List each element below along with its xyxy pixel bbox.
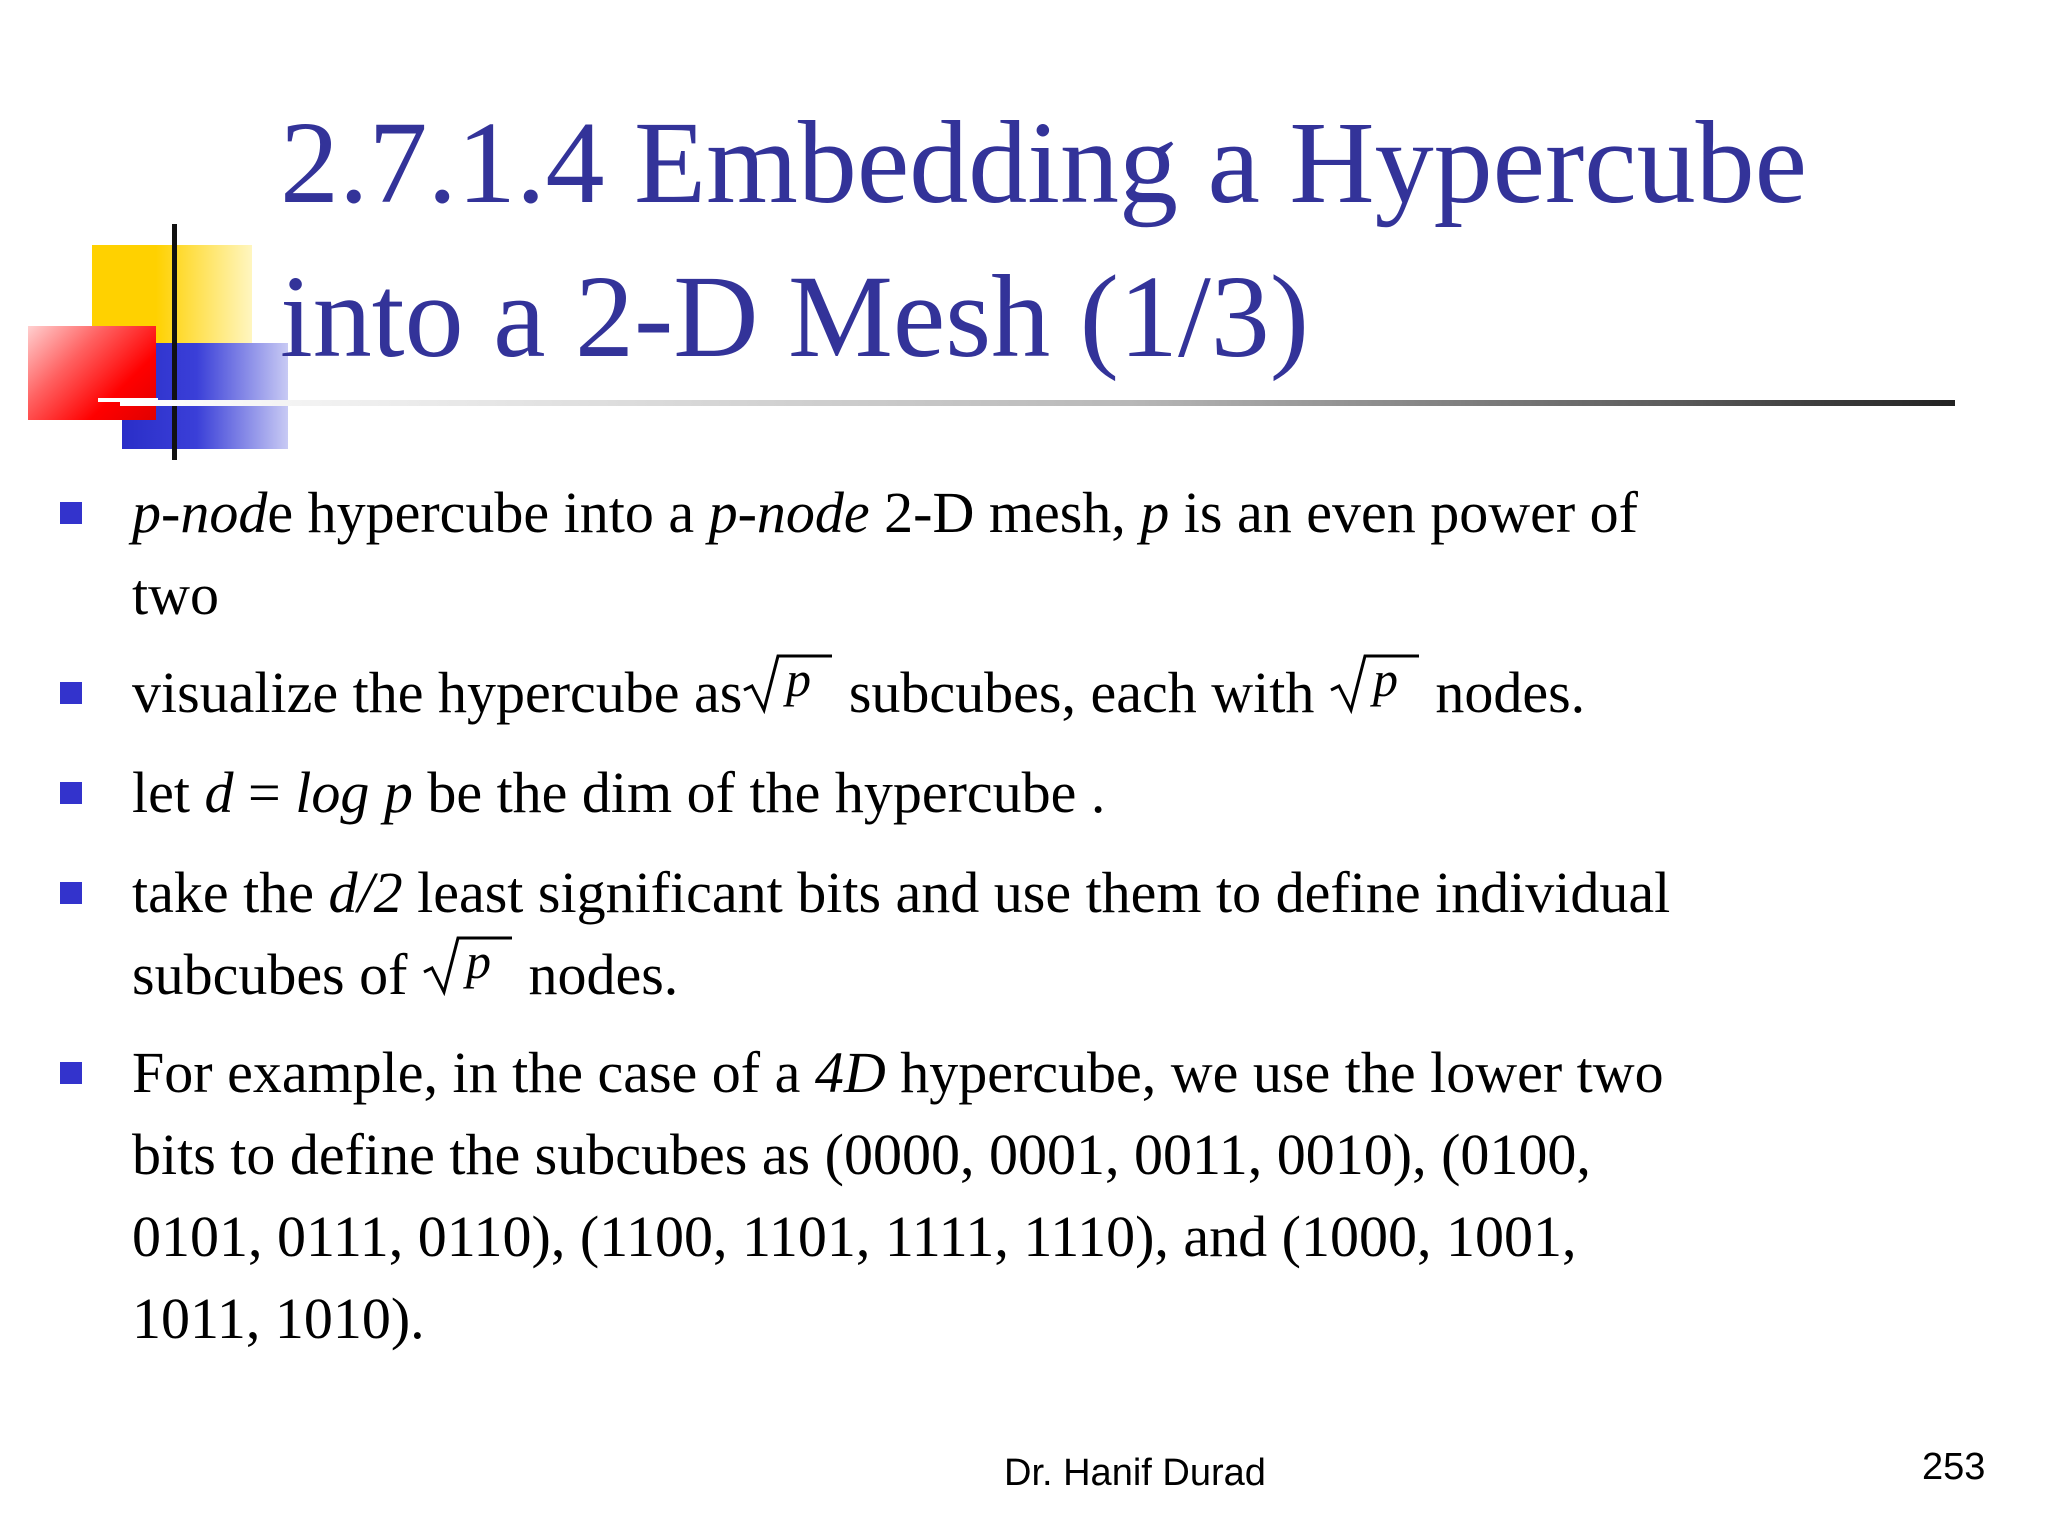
text-fragment: 2-D mesh, bbox=[869, 480, 1141, 545]
text-fragment: For example, in the case of a bbox=[132, 1040, 815, 1105]
square-bullet-icon bbox=[60, 882, 82, 904]
bullet-3-line-1 bbox=[132, 752, 1992, 834]
square-bullet-icon bbox=[60, 682, 82, 704]
slide-title-line-2: into a 2-D Mesh (1/3) bbox=[280, 251, 1310, 382]
square-root-p-icon bbox=[742, 652, 834, 712]
text-fragment: e hypercube into a bbox=[267, 480, 709, 545]
text-fragment: least significant bits and use them to define individual bbox=[402, 860, 1671, 925]
text-fragment: nodes. bbox=[1420, 660, 1586, 725]
text-fragment: visualize the hypercube as bbox=[132, 660, 743, 725]
text-fragment: hypercube, we use the lower two bbox=[885, 1040, 1664, 1105]
bullet-item-4 bbox=[132, 852, 1992, 1016]
text-fragment: p-nod bbox=[132, 480, 268, 545]
bullet-1-line-2: two bbox=[132, 562, 219, 627]
square-root-p-icon bbox=[422, 934, 514, 994]
square-root-p-icon bbox=[1329, 652, 1421, 712]
square-bullet-icon bbox=[60, 1062, 82, 1084]
text-fragment: subcubes of bbox=[132, 942, 422, 1007]
text-fragment: is an even power of bbox=[1169, 480, 1638, 545]
slide-title bbox=[280, 86, 1980, 394]
slide-title-line-1: 2.7.1.4 Embedding a Hypercube bbox=[280, 97, 1808, 228]
bullet-item-2 bbox=[132, 652, 1992, 734]
svg-text:p: p bbox=[465, 933, 491, 989]
bullet-5-line-2: bits to define the subcubes as (0000, 0001, 0011, 0010), (0100, bbox=[132, 1122, 1591, 1187]
text-fragment: let bbox=[132, 760, 205, 825]
bullet-5-line-4: 1011, 1010). bbox=[132, 1286, 425, 1351]
bullet-4-line-1 bbox=[132, 852, 1992, 934]
page-number: 253 bbox=[1922, 1446, 1986, 1488]
svg-text:p: p bbox=[786, 651, 812, 707]
text-fragment: p bbox=[1140, 480, 1170, 545]
bullet-item-5 bbox=[132, 1032, 1992, 1360]
bullet-2-line-1 bbox=[132, 652, 1992, 734]
bullet-5-line-1 bbox=[132, 1032, 1992, 1114]
bullet-1-line-1 bbox=[132, 472, 1992, 554]
text-fragment: d bbox=[204, 760, 234, 825]
text-fragment: p-node bbox=[708, 480, 870, 545]
text-fragment: subcubes, each with bbox=[834, 660, 1329, 725]
deco-vertical-line bbox=[172, 224, 177, 460]
text-fragment: d/2 bbox=[328, 860, 403, 925]
text-fragment: take the bbox=[132, 860, 329, 925]
bullet-item-3 bbox=[132, 752, 1992, 834]
bullet-5-line-3: 0101, 0111, 0110), (1100, 1101, 1111, 1110), and (1000, 1001, bbox=[132, 1204, 1577, 1269]
text-fragment: be the dim of the hypercube . bbox=[412, 760, 1106, 825]
bullet-item-1 bbox=[132, 472, 1992, 636]
square-bullet-icon bbox=[60, 782, 82, 804]
text-fragment: = bbox=[233, 760, 296, 825]
footer-author: Dr. Hanif Durad bbox=[1004, 1452, 1266, 1494]
text-fragment: nodes. bbox=[513, 942, 679, 1007]
text-fragment: log p bbox=[295, 760, 413, 825]
text-fragment: 4D bbox=[814, 1040, 886, 1105]
title-underline-rule bbox=[120, 400, 1955, 406]
bullet-4-line-2 bbox=[132, 934, 1992, 1016]
square-bullet-icon bbox=[60, 502, 82, 524]
svg-text:p: p bbox=[1372, 651, 1398, 707]
